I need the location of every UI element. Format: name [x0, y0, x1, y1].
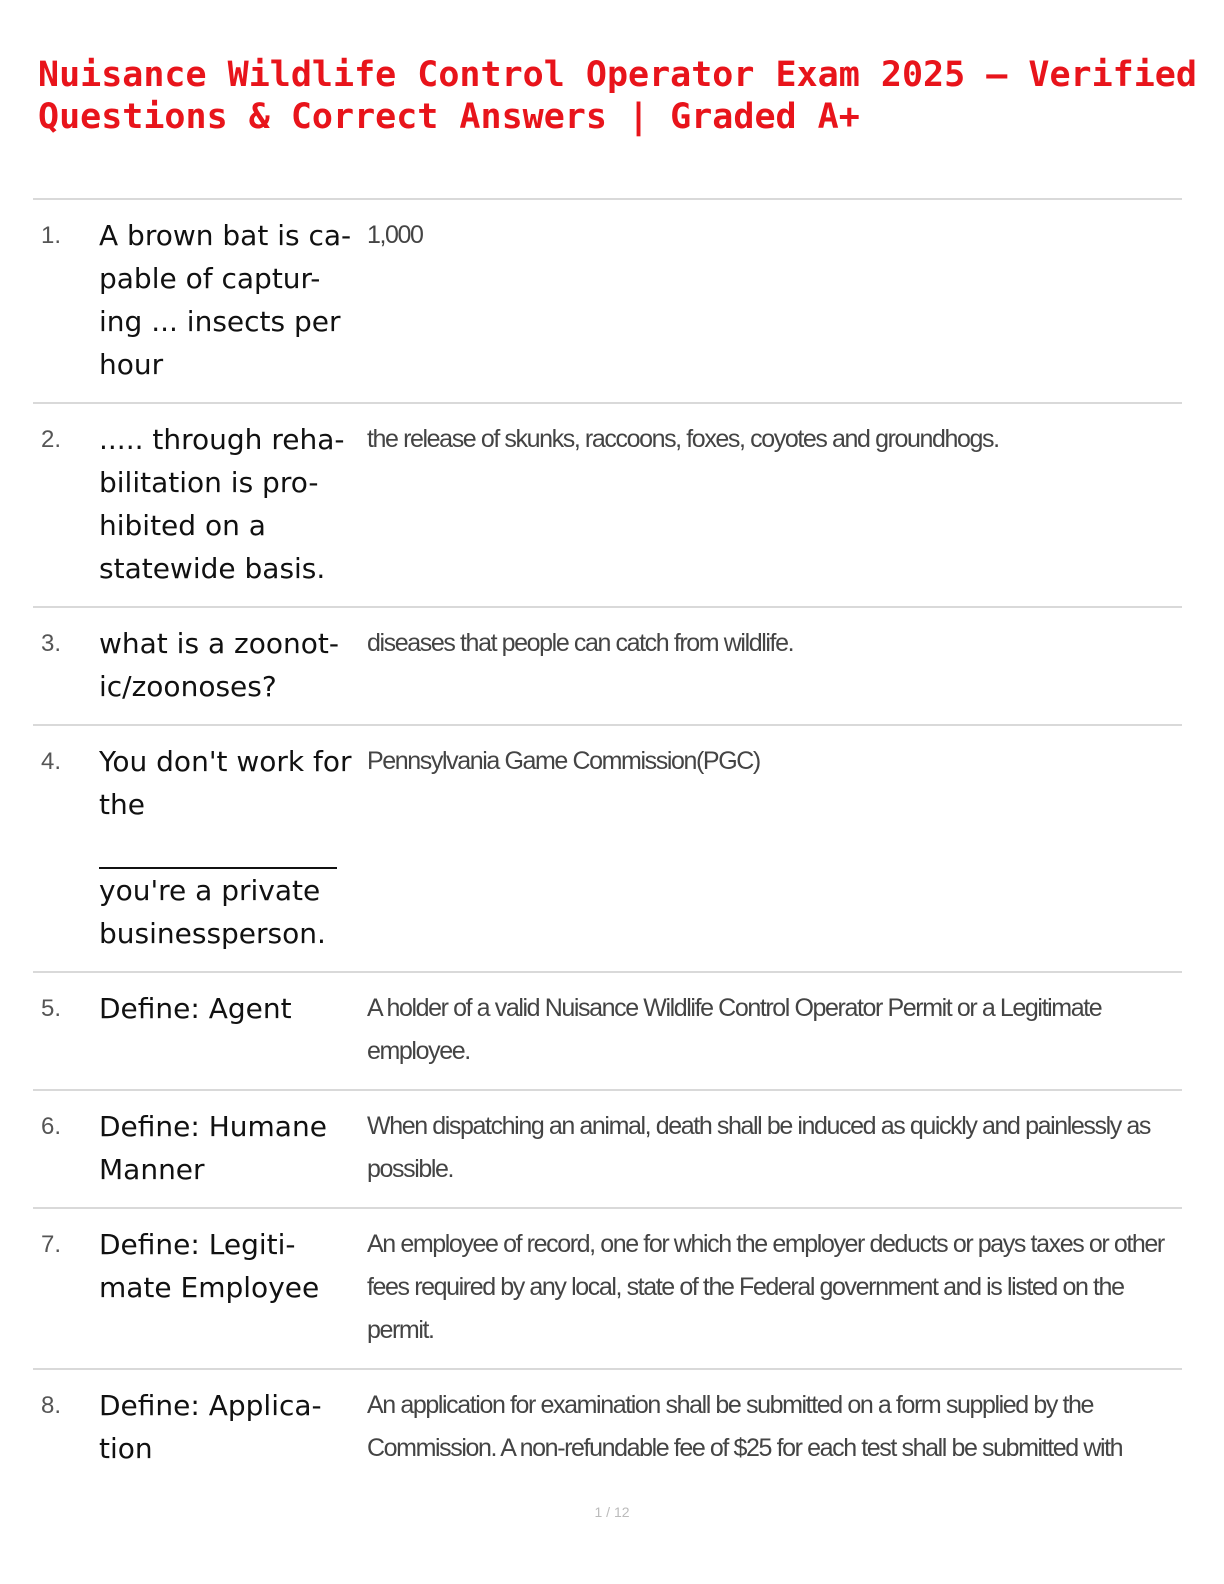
question-number: 3. [41, 630, 62, 657]
question-term-after-blank: you're a private businessperson. [99, 874, 326, 950]
question-term: Define: Applica-tion [99, 1389, 322, 1465]
question-answer: Pennsylvania Game Commission(PGC) [367, 747, 760, 775]
question-answer: An employee of record, one for which the employer deducts or pays taxes or other fees required by any local, state of the Federal government and is listed on the permit. [367, 1230, 1164, 1344]
qa-row-4 [33, 726, 1182, 973]
question-term: what is a zoonot-ic/zoonoses? [99, 627, 339, 703]
page-number: 1 / 12 [594, 1504, 630, 1520]
question-term [99, 740, 367, 955]
question-term: Define: Humane Manner [99, 1110, 327, 1186]
qa-row-7 [33, 1209, 1182, 1370]
question-answer: 1,000 [367, 221, 423, 249]
question-number: 1. [41, 222, 62, 249]
question-number: 5. [41, 995, 62, 1022]
qa-row-6 [33, 1091, 1182, 1209]
qa-row-5 [33, 973, 1182, 1091]
question-answer: When dispatching an animal, death shall be induced as quickly and painlessly as possible. [367, 1112, 1151, 1183]
qa-row-3 [33, 608, 1182, 726]
qa-row-2 [33, 404, 1182, 608]
question-answer: the release of skunks, raccoons, foxes, coyotes and groundhogs. [367, 425, 999, 453]
question-term: Define: Agent [99, 992, 292, 1025]
qa-row-1 [33, 200, 1182, 404]
question-number: 8. [41, 1392, 62, 1419]
question-term: A brown bat is ca-pable of captur-ing ... insects per hour [99, 219, 352, 381]
qa-table [33, 198, 1182, 1486]
question-term: ..... through reha-bilitation is pro-hibited on a statewide basis. [99, 423, 345, 585]
document-title: Nuisance Wildlife Control Operator Exam 2025 – Verified Questions & Correct Answers | Graded A+ [38, 55, 1197, 137]
question-answer: diseases that people can catch from wildlife. [367, 629, 794, 657]
fill-in-blank [99, 826, 337, 869]
question-answer: An application for examination shall be submitted on a form supplied by the Commission. A non-refundable fee of $25 for each test shall be submitted with [367, 1391, 1123, 1462]
question-term-before-blank: You don't work for the [99, 745, 352, 821]
question-number: 6. [41, 1113, 62, 1140]
question-number: 7. [41, 1231, 62, 1258]
question-number: 4. [41, 748, 62, 775]
qa-row-8 [33, 1370, 1182, 1486]
question-term: Define: Legiti-mate Employee [99, 1228, 320, 1304]
question-answer: A holder of a valid Nuisance Wildlife Control Operator Permit or a Legitimate employee. [367, 994, 1102, 1065]
question-number: 2. [41, 426, 62, 453]
